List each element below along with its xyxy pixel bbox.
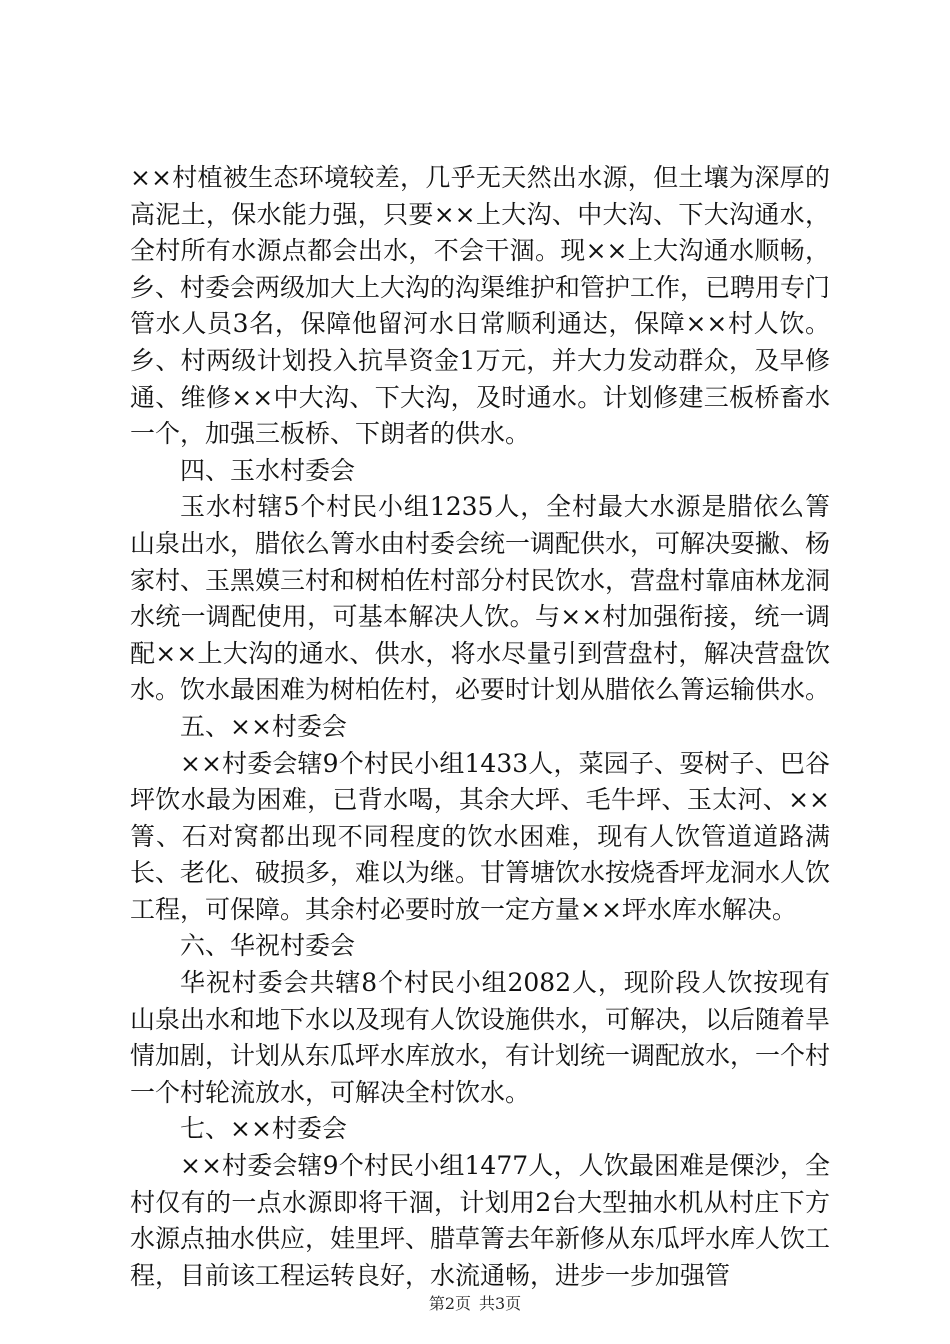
paragraph-continuation: ××村植被生态环境较差，几乎无天然出水源，但土壤为深厚的高泥土，保水能力强，只要××上大沟、中大沟、下大沟通水，全村所有水源点都会出水，不会干涸。现××上大沟通水顺畅，乡、村委会两级加大上大沟的沟渠维护和管护工作，已聘用专门管水人员3名，保障他留河水日常顺利通达，保障××村人饮。乡、村两级计划投入抗旱资金1万元，并大力发动群众，及早修通、维修××中大沟、下大沟，及时通水。计划修建三板桥畜水一个，加强三板桥、下朗者的供水。 (130, 163, 831, 449)
page-footer (0, 1294, 950, 1314)
page-total: 共3页 (479, 1294, 522, 1313)
section-heading-huazhu: 六、华祝村委会 (180, 931, 356, 961)
paragraph-yushui: 玉水村辖5个村民小组1235人，全村最大水源是腊依么箐山泉出水，腊依么箐水由村委会统一调配供水，可解决耍撇、杨家村、玉黑嫫三村和树柏佐村部分村民饮水，营盘村靠庙林龙洞水统一调配使用，可基本解决人饮。与××村加强衔接，统一调配××上大沟的通水、供水，将水尽量引到营盘村，解决营盘饮水。饮水最困难为树柏佐村，必要时计划从腊依么箐运输供水。 (130, 492, 831, 705)
section-heading-seven: 七、××村委会 (180, 1114, 347, 1144)
paragraph-five: ××村委会辖9个村民小组1433人，菜园子、耍树子、巴谷坪饮水最为困难，已背水喝，其余大坪、毛牛坪、玉太河、××箐、石对窝都出现不同程度的饮水困难，现有人饮管道道路满长、老化、破损多，难以为继。甘箐塘饮水按烧香坪龙洞水人饮工程，可保障。其余村必要时放一定方量××坪水库水解决。 (130, 748, 831, 924)
page-number: 第2页 (428, 1294, 471, 1313)
section-heading-yushui: 四、玉水村委会 (180, 455, 356, 485)
document-body (130, 160, 830, 1294)
paragraph-huazhu: 华祝村委会共辖8个村民小组2082人，现阶段人饮按现有山泉出水和地下水以及现有人饮设施供水，可解决，以后随着旱情加剧，计划从东瓜坪水库放水，有计划统一调配放水，一个村一个村轮流放水，可解决全村饮水。 (130, 968, 831, 1107)
paragraph-seven: ××村委会辖9个村民小组1477人，人饮最困难是傈沙，全村仅有的一点水源即将干涸，计划用2台大型抽水机从村庄下方水源点抽水供应，娃里坪、腊草箐去年新修从东瓜坪水库人饮工程，目前该工程运转良好，水流通畅，进步一步加强管 (130, 1151, 831, 1290)
section-heading-five: 五、××村委会 (180, 711, 347, 741)
